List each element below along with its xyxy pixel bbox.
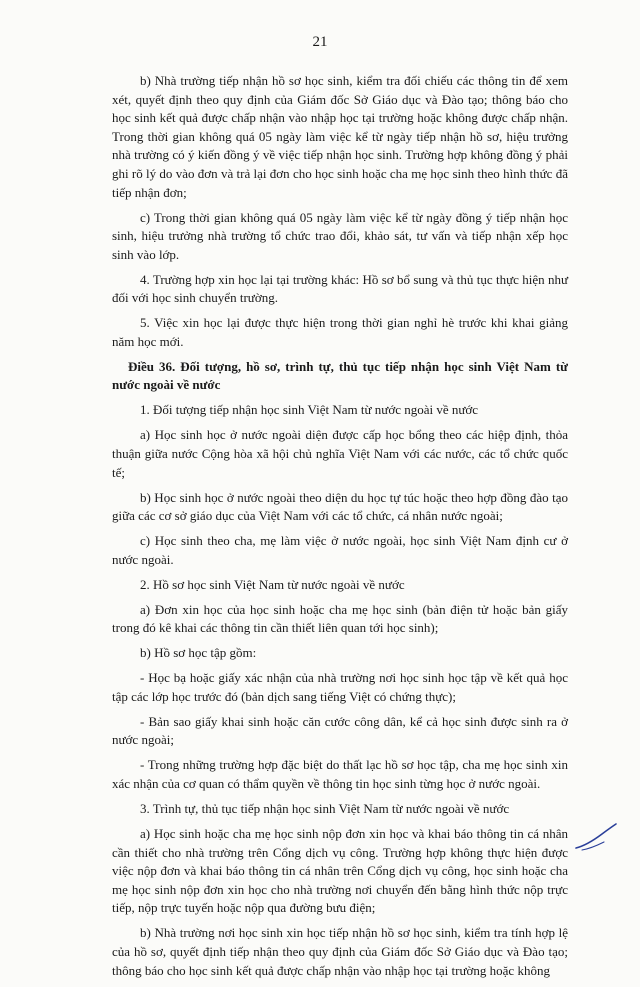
paragraph-2c: c) Trong thời gian không quá 05 ngày làm việc kể từ ngày đồng ý tiếp nhận học sinh, hiệu trưởng nhà trường tổ chức trao đổi, khảo sát, tư vấn và tiếp nhận xếp học sinh vào lớp. bbox=[112, 209, 568, 262]
paragraph-4: 4. Trường hợp xin học lại tại trường khác: Hồ sơ bổ sung và thủ tục thực hiện như đối với học sinh chuyển trường. bbox=[112, 271, 568, 306]
paragraph-3a: a) Học sinh hoặc cha mẹ học sinh nộp đơn xin học và khai báo thông tin cá nhân cần thiết cho nhà trường trên Cổng dịch vụ công. Trường hợp không thực hiện được việc nộp đơn và khai báo thông tin cá nhân trên Cổng dịch vụ công, học sinh hoặc cha mẹ học sinh nộp đơn xin học cho nhà trường nơi chuyển đến bằng hình thức nộp trực tiếp, nộp trực tuyến hoặc nộp qua đường bưu điện; bbox=[112, 826, 568, 916]
paragraph-2a: a) Đơn xin học của học sinh hoặc cha mẹ học sinh (bản điện tử hoặc bản giấy trong đó kê khai các thông tin cần thiết liên quan tới học sinh); bbox=[112, 601, 568, 636]
paragraph-5: 5. Việc xin học lại được thực hiện trong thời gian nghỉ hè trước khi khai giảng năm học mới. bbox=[112, 315, 568, 349]
paragraph-2b: b) Nhà trường tiếp nhận hồ sơ học sinh, kiểm tra đối chiếu các thông tin để xem xét, quyết định theo quy định của Giám đốc Sở Giáo dục và Đào tạo; thông báo cho học sinh kết quả được chấp nhận vào nhập học tại trường hoặc không được chấp nhận. Trong thời gian không quá 05 ngày làm việc kể từ ngày tiếp nhận hồ sơ, hiệu trưởng nhà trường có ý kiến đồng ý về việc tiếp nhận học sinh. Trường hợp không đồng ý phải ghi rõ lý do vào đơn và trả lại đơn cho học sinh hoặc cha mẹ học sinh theo hình thức đã tiếp nhận đơn; bbox=[112, 73, 568, 200]
section-3-title: 3. Trình tự, thủ tục tiếp nhận học sinh Việt Nam từ nước ngoài về nước bbox=[140, 801, 510, 817]
article-36-heading: Điều 36. Đối tượng, hồ sơ, trình tự, thủ tục tiếp nhận học sinh Việt Nam từ nước ngoài về nước bbox=[112, 358, 568, 393]
section-2-title: 2. Hồ sơ học sinh Việt Nam từ nước ngoài về nước bbox=[140, 576, 405, 592]
bullet-birth-certificate: - Bản sao giấy khai sinh hoặc căn cước công dân, kể cả học sinh được sinh ra ở nước ngoài; bbox=[112, 713, 568, 748]
paragraph-3b: b) Nhà trường nơi học sinh xin học tiếp nhận hồ sơ học sinh, kiểm tra tính hợp lệ của hồ sơ, quyết định tiếp nhận theo quy định của Giám đốc Sở Giáo dục và Đào tạo; thông báo cho học sinh kết quả được chấp nhận vào nhập học tại trường hoặc không bbox=[112, 925, 568, 978]
bullet-special-cases: - Trong những trường hợp đặc biệt do thất lạc hồ sơ học tập, cha mẹ học sinh xin xác nhận của cơ quan có thẩm quyền về thông tin học sinh từng học ở nước ngoài. bbox=[112, 757, 568, 792]
initial-signature-mark bbox=[572, 818, 620, 856]
section-1-title: 1. Đối tượng tiếp nhận học sinh Việt Nam từ nước ngoài về nước bbox=[140, 402, 479, 418]
paragraph-2b-records: b) Hồ sơ học tập gồm: bbox=[140, 645, 257, 661]
page-number: 21 bbox=[312, 34, 328, 50]
paragraph-1a: a) Học sinh học ở nước ngoài diện được cấp học bổng theo các hiệp định, thỏa thuận giữa nước Cộng hòa xã hội chủ nghĩa Việt Nam với các nước, các tổ chức quốc tế; bbox=[112, 427, 568, 480]
paragraph-1b: b) Học sinh học ở nước ngoài theo diện du học tự túc hoặc theo hợp đồng đào tạo giữa các cơ sở giáo dục của Việt Nam với các tổ chức, cá nhân nước ngoài; bbox=[112, 489, 568, 524]
document-body bbox=[112, 72, 568, 987]
bullet-transcript: - Học bạ hoặc giấy xác nhận của nhà trường nơi học sinh học tập về kết quả học tập các lớp học trước đó (bản dịch sang tiếng Việt có chứng thực); bbox=[112, 670, 568, 704]
paragraph-1c: c) Học sinh theo cha, mẹ làm việc ở nước ngoài, học sinh Việt Nam định cư ở nước ngoài. bbox=[112, 533, 568, 567]
